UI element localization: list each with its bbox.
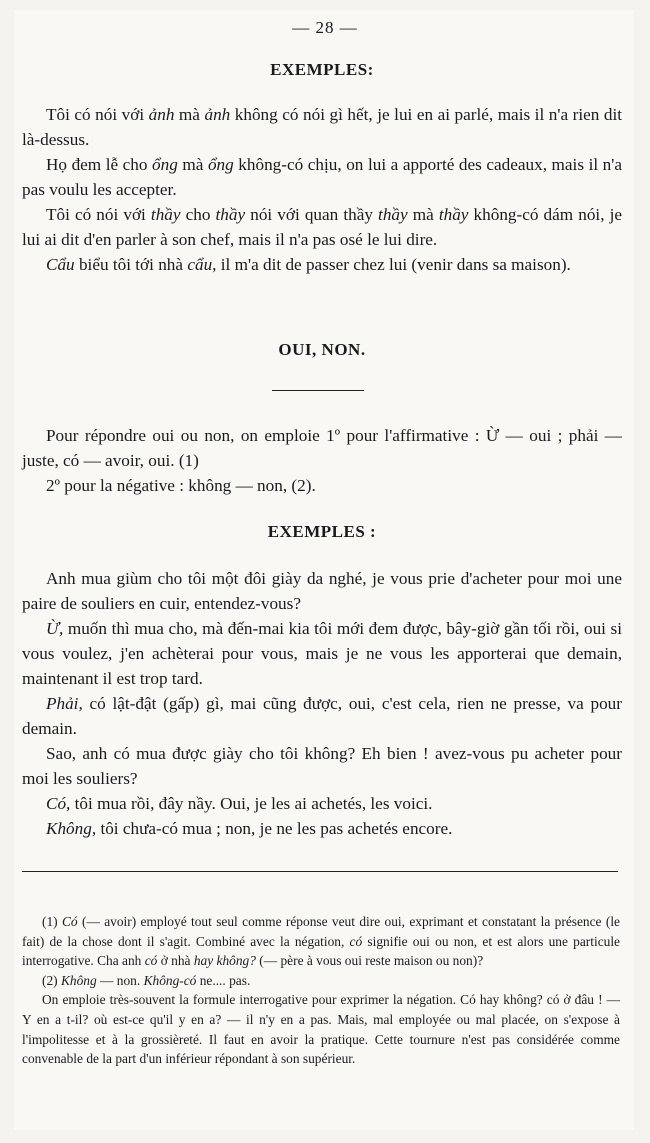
paragraph: Cẩu biểu tôi tới nhà cẩu, il m'a dit de passer chez lui (venir dans sa maison). bbox=[46, 255, 571, 274]
section-title: EXEMPLES : bbox=[267, 522, 377, 541]
section-divider bbox=[272, 390, 364, 391]
section-title: EXEMPLES: bbox=[270, 60, 374, 79]
paragraph: 2º pour la négative : không — non, (2). bbox=[46, 476, 316, 495]
section-oui-non-body bbox=[22, 423, 622, 498]
footnote-2: (2) Không — non. Không-có ne.... pas. bbox=[42, 972, 251, 988]
paragraph: Có, tôi mua rồi, đây nầy. Oui, je les ai achetés, les voici. bbox=[46, 794, 433, 813]
section-exemples-1 bbox=[22, 60, 622, 277]
paragraph: Tôi có nói với ảnh mà ảnh không có nói gì hết, je lui en ai parlé, mais il n'a rien dit là-dessus. bbox=[22, 105, 622, 149]
paragraph: Phải, có lật-đật (gấp) gì, mai cũng được, oui, c'est cela, rien ne presse, va pour demain. bbox=[22, 694, 622, 738]
section-oui-non bbox=[22, 340, 622, 360]
section-title: OUI, NON. bbox=[278, 340, 366, 359]
paragraph: Họ đem lễ cho ổng mà ổng không-có chịu, on lui a apporté des cadeaux, mais il n'a pas voulu les accepter. bbox=[22, 155, 622, 199]
footnote-3: On emploie très-souvent la formule interrogative pour exprimer la négation. Có hay không? có ở đâu ! — Y en a t-il? où est-ce qu'il y en a? — il n'y en a pas. Mais, mal employée ou mal placée, on s'expose à l'impolitesse et à la grossièreté. Il faut en avoir la pratique. Cette tournure n'est pas considérée comme convenable de la part d'un inférieur répondant à son supérieur. bbox=[22, 992, 620, 1067]
section-exemples-2 bbox=[22, 522, 622, 841]
paragraph: Sao, anh có mua được giày cho tôi không? Eh bien ! avez-vous pu acheter pour moi les souliers? bbox=[22, 744, 622, 788]
paragraph: Không, tôi chưa-có mua ; non, je ne les pas achetés encore. bbox=[46, 819, 453, 838]
paragraph: Anh mua giùm cho tôi một đôi giày da nghé, je vous prie d'acheter pour moi une paire de souliers en cuir, entendez-vous? bbox=[22, 569, 622, 613]
footnote-1: (1) Có (— avoir) employé tout seul comme réponse veut dire oui, exprimant et constatant la présence (le fait) de la chose dont il s'agit. Combiné avec la négation, có signifie oui ou non, et est alors une particule interrogative. Cha anh có ở nhà hay không? (— père à vous oui reste maison ou non)? bbox=[22, 914, 620, 969]
paragraph: Ừ, muốn thì mua cho, mà đến-mai kia tôi mới đem được, bây-giờ gần tối rồi, oui si vous voulez, j'en achèterai pour vous, mais je ne vous les apporterai que demain, maintenant il est trop tard. bbox=[22, 619, 622, 688]
page-number: — 28 — bbox=[292, 18, 358, 37]
footnotes bbox=[22, 912, 620, 1069]
footnote-divider bbox=[22, 871, 618, 872]
paragraph: Pour répondre oui ou non, on emploie 1º pour l'affirmative : Ừ — oui ; phải — juste, có — avoir, oui. (1) bbox=[22, 426, 622, 470]
paragraph: Tôi có nói với thầy cho thầy nói với quan thầy thầy mà thầy không-có dám nói, je lui ai dit d'en parler à son chef, mais il n'a pas osé le lui dire. bbox=[22, 205, 623, 249]
